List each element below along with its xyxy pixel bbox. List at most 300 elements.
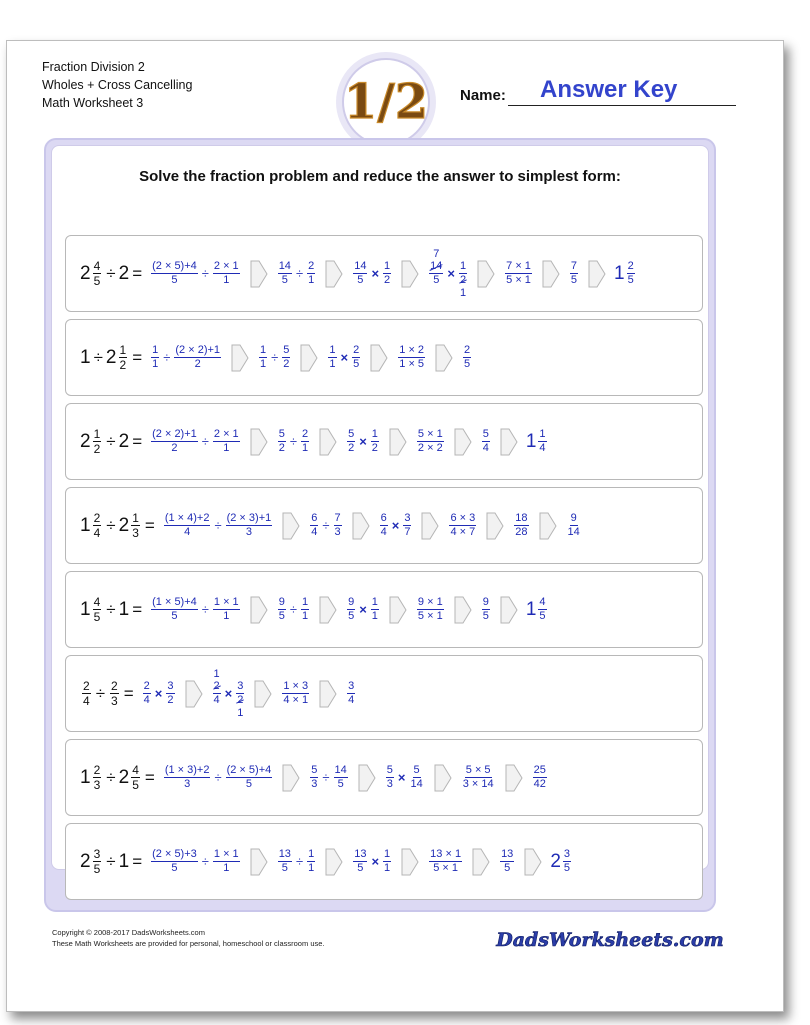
problem-question bbox=[80, 763, 158, 792]
numerator: 4 bbox=[93, 595, 101, 609]
solution-step bbox=[384, 764, 426, 791]
numerator: 1 bbox=[371, 596, 378, 608]
operator: ÷ bbox=[106, 431, 116, 451]
solution-step bbox=[447, 512, 478, 539]
numerator: 1 bbox=[260, 344, 267, 356]
fraction bbox=[151, 344, 159, 371]
solution-step bbox=[415, 596, 446, 623]
denominator: 5 bbox=[281, 274, 288, 286]
fraction bbox=[328, 344, 336, 371]
solution-step bbox=[427, 248, 469, 299]
step-arrow-icon bbox=[319, 428, 337, 456]
operator: × bbox=[154, 686, 163, 701]
step-arrow-icon bbox=[325, 260, 343, 288]
final-answer bbox=[565, 512, 583, 539]
numerator: 13 bbox=[501, 848, 514, 860]
fraction bbox=[563, 848, 571, 875]
denominator: 1 bbox=[223, 442, 230, 454]
operator: × bbox=[371, 266, 380, 281]
denominator: 7 bbox=[404, 526, 411, 538]
denominator: 3 bbox=[132, 526, 139, 540]
solution-step bbox=[415, 428, 446, 455]
numerator: (1 × 5)+4 bbox=[152, 596, 197, 608]
step-arrow-icon bbox=[421, 512, 439, 540]
whole-number: 1 bbox=[80, 766, 91, 788]
denominator: 1 bbox=[329, 358, 336, 370]
denominator: 2 bbox=[384, 274, 391, 286]
denominator: 4 × 7 bbox=[450, 526, 476, 538]
denominator: 5 bbox=[482, 610, 489, 622]
numerator: (2 × 3)+1 bbox=[226, 512, 272, 524]
fraction bbox=[386, 764, 394, 791]
final-answer bbox=[550, 848, 573, 875]
fraction bbox=[278, 848, 292, 875]
denominator: 5 bbox=[171, 274, 178, 286]
solution-step bbox=[149, 848, 242, 875]
denominator: 2 × 2 bbox=[417, 442, 443, 454]
fraction bbox=[82, 679, 91, 708]
fraction bbox=[93, 847, 102, 876]
numerator: (2 × 2)+1 bbox=[152, 428, 197, 440]
problem-question bbox=[80, 679, 137, 708]
fraction bbox=[174, 344, 221, 371]
problem-equation bbox=[80, 404, 549, 479]
solution-step bbox=[149, 260, 242, 287]
cancel-result: 7 bbox=[433, 248, 440, 260]
numerator: 4 bbox=[132, 763, 139, 777]
denominator: 5 × 1 bbox=[417, 610, 443, 622]
worksheet-number: Math Worksheet 3 bbox=[42, 96, 144, 110]
problem-equation bbox=[80, 572, 549, 647]
fraction bbox=[417, 596, 444, 623]
fraction bbox=[514, 512, 528, 539]
denominator: 4 × 1 bbox=[283, 694, 309, 706]
fraction bbox=[213, 428, 240, 455]
whole-number: 1 bbox=[80, 514, 91, 536]
fraction bbox=[110, 679, 119, 708]
numerator: (2 × 5)+3 bbox=[152, 848, 197, 860]
fraction bbox=[538, 596, 546, 623]
whole-number: 2 bbox=[118, 766, 130, 788]
fraction bbox=[533, 764, 547, 791]
whole-number: 1 bbox=[118, 850, 130, 872]
worksheet-subtitle: Wholes + Cross Cancelling bbox=[42, 78, 193, 92]
problem-row bbox=[65, 235, 703, 312]
fraction bbox=[567, 512, 581, 539]
step-arrow-icon bbox=[505, 764, 523, 792]
denominator: 5 bbox=[627, 274, 634, 286]
denominator: 5 bbox=[357, 862, 364, 874]
numerator: 1 bbox=[132, 511, 139, 525]
problem-equation bbox=[80, 824, 573, 899]
final-answer bbox=[614, 260, 637, 287]
operator: = bbox=[132, 851, 143, 871]
step-arrow-icon bbox=[231, 344, 249, 372]
fraction bbox=[398, 344, 425, 371]
numerator: 5 bbox=[482, 428, 489, 440]
cancelled-fraction bbox=[427, 248, 445, 299]
fraction bbox=[463, 344, 471, 371]
operator: × bbox=[224, 686, 233, 701]
denominator: 5 bbox=[278, 610, 285, 622]
denominator: 1 bbox=[223, 274, 230, 286]
numerator: 1 bbox=[93, 427, 101, 441]
fraction bbox=[151, 848, 198, 875]
denominator: 14 bbox=[567, 526, 580, 538]
fraction bbox=[166, 680, 174, 707]
step-arrow-icon bbox=[282, 764, 300, 792]
operator: = bbox=[144, 767, 155, 787]
denominator: 4 bbox=[539, 442, 546, 454]
denominator: 1 bbox=[384, 862, 391, 874]
fraction bbox=[409, 764, 423, 791]
problem-question bbox=[80, 595, 145, 624]
denominator: 2 bbox=[460, 274, 467, 286]
denominator: 5 bbox=[357, 274, 364, 286]
numerator: (2 × 5)+4 bbox=[226, 764, 272, 776]
fraction bbox=[213, 260, 240, 287]
numerator: 1 × 3 bbox=[283, 680, 309, 692]
denominator: 4 bbox=[93, 526, 101, 540]
copyright-text: Copyright © 2008-2017 DadsWorksheets.com bbox=[52, 928, 205, 937]
solution-step bbox=[480, 596, 492, 623]
numerator: 2 bbox=[111, 679, 118, 693]
denominator: 5 bbox=[348, 610, 355, 622]
answer-whole: 2 bbox=[550, 850, 561, 872]
numerator: 5 bbox=[386, 764, 393, 776]
denominator: 5 × 1 bbox=[506, 274, 531, 286]
numerator: 1 bbox=[329, 344, 336, 356]
fraction bbox=[213, 596, 240, 623]
denominator: 3 bbox=[311, 778, 318, 790]
solution-step bbox=[257, 344, 292, 371]
problem-equation bbox=[80, 656, 357, 731]
fraction bbox=[538, 428, 546, 455]
fraction bbox=[164, 512, 211, 539]
answer-whole: 1 bbox=[614, 262, 625, 284]
fraction bbox=[482, 596, 490, 623]
step-arrow-icon bbox=[434, 764, 452, 792]
fraction bbox=[278, 428, 286, 455]
fraction bbox=[93, 511, 102, 540]
denominator: 1 bbox=[301, 442, 309, 454]
numerator: 25 bbox=[533, 764, 546, 776]
operator: ÷ bbox=[295, 266, 304, 281]
operator: = bbox=[132, 431, 143, 451]
problem-equation bbox=[80, 320, 473, 395]
numerator: 2 bbox=[143, 680, 150, 692]
problem-equation bbox=[80, 488, 583, 563]
numerator: 2 bbox=[353, 344, 360, 356]
fraction bbox=[307, 848, 315, 875]
numerator: 5 bbox=[311, 764, 318, 776]
denominator: 3 bbox=[184, 778, 191, 790]
numerator: 14 bbox=[354, 260, 367, 272]
step-arrow-icon bbox=[250, 260, 268, 288]
whole-number: 1 bbox=[80, 346, 91, 368]
denominator: 1 bbox=[308, 274, 315, 286]
fraction bbox=[131, 511, 140, 540]
numerator: 2 bbox=[301, 428, 309, 440]
problem-equation bbox=[80, 236, 637, 311]
numerator: 1 bbox=[152, 344, 159, 356]
numerator: 5 bbox=[283, 344, 290, 356]
answer-key-label: Answer Key bbox=[540, 76, 678, 103]
numerator: 1 × 1 bbox=[213, 596, 239, 608]
numerator: 2 bbox=[93, 511, 101, 525]
numerator: 1 bbox=[308, 848, 315, 860]
solution-step bbox=[149, 428, 242, 455]
solution-step bbox=[460, 764, 497, 791]
dadsworksheets-logo-icon bbox=[496, 922, 724, 954]
numerator: 7 bbox=[570, 260, 578, 272]
cancelled-fraction bbox=[211, 668, 223, 719]
numerator: 14 bbox=[334, 764, 347, 776]
fraction bbox=[226, 764, 273, 791]
solution-step bbox=[162, 512, 274, 539]
fraction bbox=[449, 512, 476, 539]
name-underline bbox=[508, 105, 736, 106]
solution-step bbox=[498, 848, 516, 875]
answer-whole: 1 bbox=[525, 430, 537, 452]
solution-step bbox=[427, 848, 464, 875]
step-arrow-icon bbox=[300, 344, 318, 372]
denominator: 5 bbox=[171, 610, 178, 622]
name-field bbox=[460, 74, 736, 108]
problem-equation bbox=[80, 740, 549, 815]
denominator: 5 bbox=[93, 274, 101, 288]
step-arrow-icon bbox=[454, 428, 472, 456]
step-arrow-icon bbox=[250, 596, 268, 624]
denominator: 1 bbox=[371, 610, 378, 622]
worksheet-title: Fraction Division 2 bbox=[42, 60, 145, 74]
numerator: 3 bbox=[348, 680, 355, 692]
problem-question bbox=[80, 427, 145, 456]
denominator: 1 bbox=[223, 610, 230, 622]
operator: ÷ bbox=[289, 602, 297, 617]
step-arrow-icon bbox=[472, 848, 490, 876]
problem-row bbox=[65, 403, 703, 480]
step-arrow-icon bbox=[319, 596, 337, 624]
fraction bbox=[226, 512, 273, 539]
denominator: 1 bbox=[301, 610, 309, 622]
problem-question bbox=[80, 343, 145, 372]
fraction bbox=[93, 595, 102, 624]
numerator: 18 bbox=[515, 512, 528, 524]
denominator: 5 bbox=[132, 778, 139, 792]
final-answer bbox=[461, 344, 473, 371]
step-arrow-icon bbox=[477, 260, 495, 288]
fraction bbox=[505, 260, 532, 287]
operator: = bbox=[123, 683, 134, 703]
numerator: 1 bbox=[384, 848, 391, 860]
numerator: 7 bbox=[334, 512, 341, 524]
fraction bbox=[307, 260, 315, 287]
numerator: 9 bbox=[482, 596, 489, 608]
operator: ÷ bbox=[322, 770, 330, 785]
whole-number: 2 bbox=[118, 514, 130, 536]
operator: ÷ bbox=[106, 851, 116, 871]
numerator: 3 bbox=[404, 512, 411, 524]
operator: × bbox=[447, 266, 456, 281]
numerator: 5 × 5 bbox=[465, 764, 491, 776]
operator: ÷ bbox=[201, 854, 209, 869]
whole-number: 2 bbox=[80, 430, 91, 452]
final-answer bbox=[526, 596, 549, 623]
final-answer bbox=[345, 680, 357, 707]
problems-panel-inner bbox=[51, 145, 709, 876]
numerator: 13 bbox=[278, 848, 291, 860]
numerator: 1 bbox=[301, 596, 309, 608]
numerator: (2 × 5)+4 bbox=[152, 260, 197, 272]
denominator: 5 bbox=[281, 862, 288, 874]
fraction bbox=[310, 512, 318, 539]
operator: ÷ bbox=[295, 854, 304, 869]
operator: ÷ bbox=[106, 599, 116, 619]
step-arrow-icon bbox=[588, 260, 606, 288]
numerator: 7 × 1 bbox=[506, 260, 531, 272]
operator: ÷ bbox=[201, 434, 209, 449]
numerator: 6 bbox=[311, 512, 318, 524]
numerator: 6 bbox=[380, 512, 387, 524]
instructions: Solve the fraction problem and reduce the answer to simplest form: bbox=[139, 168, 621, 185]
denominator: 1 bbox=[152, 358, 159, 370]
fraction bbox=[278, 260, 292, 287]
brand-text: DadsWorksheets.com bbox=[496, 929, 724, 951]
fraction bbox=[403, 512, 411, 539]
cancel-result: 1 bbox=[237, 707, 244, 719]
denominator: 14 bbox=[410, 778, 423, 790]
solution-step bbox=[276, 596, 311, 623]
numerator: 1 bbox=[371, 428, 378, 440]
step-arrow-icon bbox=[524, 848, 542, 876]
step-arrow-icon bbox=[282, 512, 300, 540]
fraction bbox=[310, 764, 318, 791]
step-arrow-icon bbox=[325, 848, 343, 876]
problem-row bbox=[65, 319, 703, 396]
problem-row bbox=[65, 823, 703, 900]
denominator: 5 bbox=[93, 862, 101, 876]
denominator: 3 bbox=[111, 694, 118, 708]
step-arrow-icon bbox=[250, 428, 268, 456]
final-answer bbox=[526, 428, 549, 455]
problems-panel bbox=[44, 138, 716, 912]
numerator: 4 bbox=[539, 596, 546, 608]
operator: ÷ bbox=[214, 770, 222, 785]
denominator: 4 bbox=[83, 694, 90, 708]
denominator: 2 bbox=[194, 358, 201, 370]
numerator: 5 bbox=[278, 428, 285, 440]
fraction bbox=[570, 260, 578, 287]
solution-step bbox=[276, 848, 318, 875]
operator: × bbox=[359, 434, 367, 449]
numerator: 5 bbox=[348, 428, 355, 440]
operator: = bbox=[132, 599, 143, 619]
fraction bbox=[143, 680, 151, 707]
numerator: 2 bbox=[308, 260, 315, 272]
solution-step bbox=[345, 596, 381, 623]
denominator: 3 bbox=[93, 778, 101, 792]
numerator: 1 × 1 bbox=[213, 848, 239, 860]
numerator: 13 × 1 bbox=[430, 848, 462, 860]
problem-row bbox=[65, 487, 703, 564]
fraction bbox=[383, 848, 391, 875]
denominator: 2 bbox=[119, 358, 127, 372]
fraction bbox=[282, 344, 290, 371]
operator: = bbox=[144, 515, 155, 535]
whole-number: 2 bbox=[105, 346, 117, 368]
denominator: 4 bbox=[311, 526, 318, 538]
numerator: 2 bbox=[213, 680, 220, 692]
solution-step bbox=[276, 260, 318, 287]
step-arrow-icon bbox=[389, 596, 407, 624]
denominator: 5 bbox=[245, 778, 252, 790]
step-arrow-icon bbox=[542, 260, 560, 288]
denominator: 2 bbox=[348, 442, 355, 454]
denominator: 5 bbox=[570, 274, 578, 286]
whole-number: 2 bbox=[118, 430, 130, 452]
fraction bbox=[334, 512, 342, 539]
numerator: 1 × 2 bbox=[399, 344, 425, 356]
denominator: 5 bbox=[464, 358, 471, 370]
numerator: 14 bbox=[278, 260, 291, 272]
fraction bbox=[278, 596, 286, 623]
operator: = bbox=[132, 263, 143, 283]
cancel-result: 1 bbox=[460, 287, 467, 299]
fraction bbox=[482, 428, 490, 455]
problem-row bbox=[65, 655, 703, 732]
denominator: 5 bbox=[337, 778, 344, 790]
problem-question bbox=[80, 259, 145, 288]
usage-note: These Math Worksheets are provided for personal, homeschool or classroom use. bbox=[52, 939, 325, 948]
operator: ÷ bbox=[201, 602, 209, 617]
numerator: 5 bbox=[413, 764, 420, 776]
fraction bbox=[334, 764, 348, 791]
operator: = bbox=[132, 347, 143, 367]
footer bbox=[52, 927, 325, 949]
cancel-result: 1 bbox=[213, 668, 220, 680]
solution-step bbox=[211, 668, 247, 719]
fraction bbox=[119, 343, 128, 372]
operator: × bbox=[391, 518, 400, 533]
numerator: 4 bbox=[93, 259, 101, 273]
logo-text: 1/2 bbox=[343, 74, 429, 130]
numerator: 3 bbox=[93, 847, 101, 861]
fraction bbox=[352, 344, 360, 371]
fraction bbox=[93, 763, 102, 792]
solution-step bbox=[512, 512, 530, 539]
operator: ÷ bbox=[106, 263, 116, 283]
denominator: 2 bbox=[93, 442, 101, 456]
denominator: 3 × 14 bbox=[462, 778, 494, 790]
denominator: 5 bbox=[93, 610, 101, 624]
solution-step bbox=[308, 764, 350, 791]
operator: ÷ bbox=[163, 350, 171, 365]
cancelled-fraction bbox=[457, 248, 469, 299]
denominator: 4 bbox=[184, 526, 191, 538]
problem-question bbox=[80, 847, 145, 876]
operator: ÷ bbox=[95, 683, 106, 703]
worksheet-header bbox=[42, 58, 192, 112]
step-arrow-icon bbox=[500, 428, 518, 456]
fraction bbox=[417, 428, 444, 455]
step-arrow-icon bbox=[486, 512, 504, 540]
solution-step bbox=[326, 344, 362, 371]
numerator: 1 bbox=[539, 428, 546, 440]
denominator: 2 bbox=[237, 694, 244, 706]
solution-step bbox=[141, 680, 177, 707]
whole-number: 2 bbox=[118, 262, 130, 284]
